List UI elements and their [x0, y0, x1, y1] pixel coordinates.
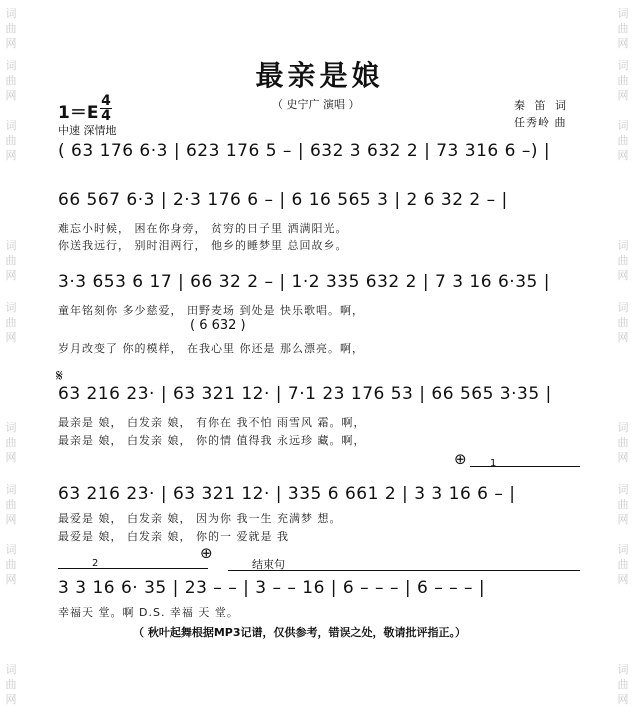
volta-1-label: 1 — [490, 458, 497, 469]
tempo-marking: 中速 深情地 — [58, 124, 117, 137]
notation-line-5: 63 216 23· | 63 321 12· | 335 6 661 2 | 3 3 16 6 – | — [58, 484, 516, 504]
lyrics-line-3-verse-1: 童年铭刻你 多少慈爱， 田野麦场 到处是 快乐歌唱。啊， — [58, 304, 364, 317]
notation-line-2: 66 567 6·3 | 2·3 176 6 – | 6 16 565 3 | 2 6 32 2 – | — [58, 190, 508, 210]
coda-icon: ⊕ — [454, 450, 467, 468]
lyricist-credit: 秦 笛 词 — [514, 99, 569, 112]
coda-icon-2: ⊕ — [200, 544, 213, 562]
watermark-right-1: 词 曲 网 — [617, 7, 629, 50]
key-signature: 1＝E — [58, 103, 99, 123]
notation-line-3: 3·3 653 6 17 | 66 32 2 – | 1·2 335 632 2 | 7 3 16 6·35 | — [58, 272, 550, 292]
watermark-left-9: 词 曲 网 — [5, 663, 17, 706]
watermark-left-4: 词 曲 网 — [5, 239, 17, 282]
watermark-right-8: 词 曲 网 — [617, 543, 629, 586]
notation-line-6: 3 3 16 6· 35 | 23 – – | 3 – – 16 | 6 – – – | 6 – – – | — [58, 578, 486, 598]
watermark-left-1: 词 曲 网 — [5, 7, 17, 50]
segno-icon: 𝄋 — [56, 366, 63, 385]
lyrics-line-2-verse-2: 你送我远行， 别时泪两行， 他乡的睡梦里 总回故乡。 — [58, 239, 348, 252]
time-signature-bottom: 4 — [101, 108, 111, 124]
watermark-left-3: 词 曲 网 — [5, 119, 17, 162]
lyrics-line-5-verse-2: 最爱是 娘， 白发亲 娘， 你的一 爱就是 我 — [58, 530, 289, 543]
singer-credit: （ 史宁广 演唱 ） — [272, 98, 360, 111]
watermark-right-5: 词 曲 网 — [617, 301, 629, 344]
watermark-right-4: 词 曲 网 — [617, 239, 629, 282]
watermark-left-7: 词 曲 网 — [5, 483, 17, 526]
time-signature-top: 4 — [101, 93, 111, 109]
lyrics-line-4-verse-1: 最亲是 娘， 白发亲 娘， 有你在 我不怕 雨雪风 霜。啊， — [58, 416, 366, 429]
lyrics-line-2-verse-1: 难忘小时候， 困在你身旁， 贫穷的日子里 洒满阳光。 — [58, 222, 348, 235]
lyrics-line-3-verse-2: 岁月改变了 你的模样， 在我心里 你还是 那么漂亮。啊， — [58, 342, 364, 355]
watermark-left-6: 词 曲 网 — [5, 421, 17, 464]
song-title: 最亲是娘 — [255, 59, 384, 92]
lyrics-line-6: 幸福天 堂。啊 D.S. 幸福 天 堂。 — [58, 606, 239, 619]
watermark-right-6: 词 曲 网 — [617, 421, 629, 464]
volta-2-bracket — [58, 568, 208, 569]
watermark-left-2: 词 曲 网 — [5, 59, 17, 102]
volta-1-bracket — [470, 466, 580, 467]
composer-credit: 任秀岭 曲 — [514, 116, 567, 129]
notation-line-4: 63 216 23· | 63 321 12· | 7·1 23 176 53 | 66 565 3·35 | — [58, 384, 552, 404]
watermark-left-8: 词 曲 网 — [5, 543, 17, 586]
transcription-note: （ 秋叶起舞根据MP3记谱，仅供参考，错误之处，敬请批评指正。） — [133, 626, 466, 639]
watermark-right-3: 词 曲 网 — [617, 119, 629, 162]
lyrics-line-5-verse-1: 最爱是 娘， 白发亲 娘， 因为你 我一生 充满梦 想。 — [58, 512, 342, 525]
ending-bracket — [228, 570, 580, 571]
watermark-right-2: 词 曲 网 — [617, 59, 629, 102]
watermark-right-9: 词 曲 网 — [617, 663, 629, 706]
watermark-left-5: 词 曲 网 — [5, 301, 17, 344]
volta-2-label: 2 — [92, 558, 99, 569]
notation-line-1: ( 63 176 6·3 | 623 176 5 – | 632 3 632 2 | 73 316 6 –) | — [58, 141, 551, 161]
watermark-right-7: 词 曲 网 — [617, 483, 629, 526]
lyrics-line-4-verse-2: 最亲是 娘， 白发亲 娘， 你的情 值得我 永远珍 藏。啊， — [58, 434, 366, 447]
alternate-notes: ( 6 632 ) — [190, 318, 246, 333]
ending-label: 结束句 — [252, 558, 285, 571]
